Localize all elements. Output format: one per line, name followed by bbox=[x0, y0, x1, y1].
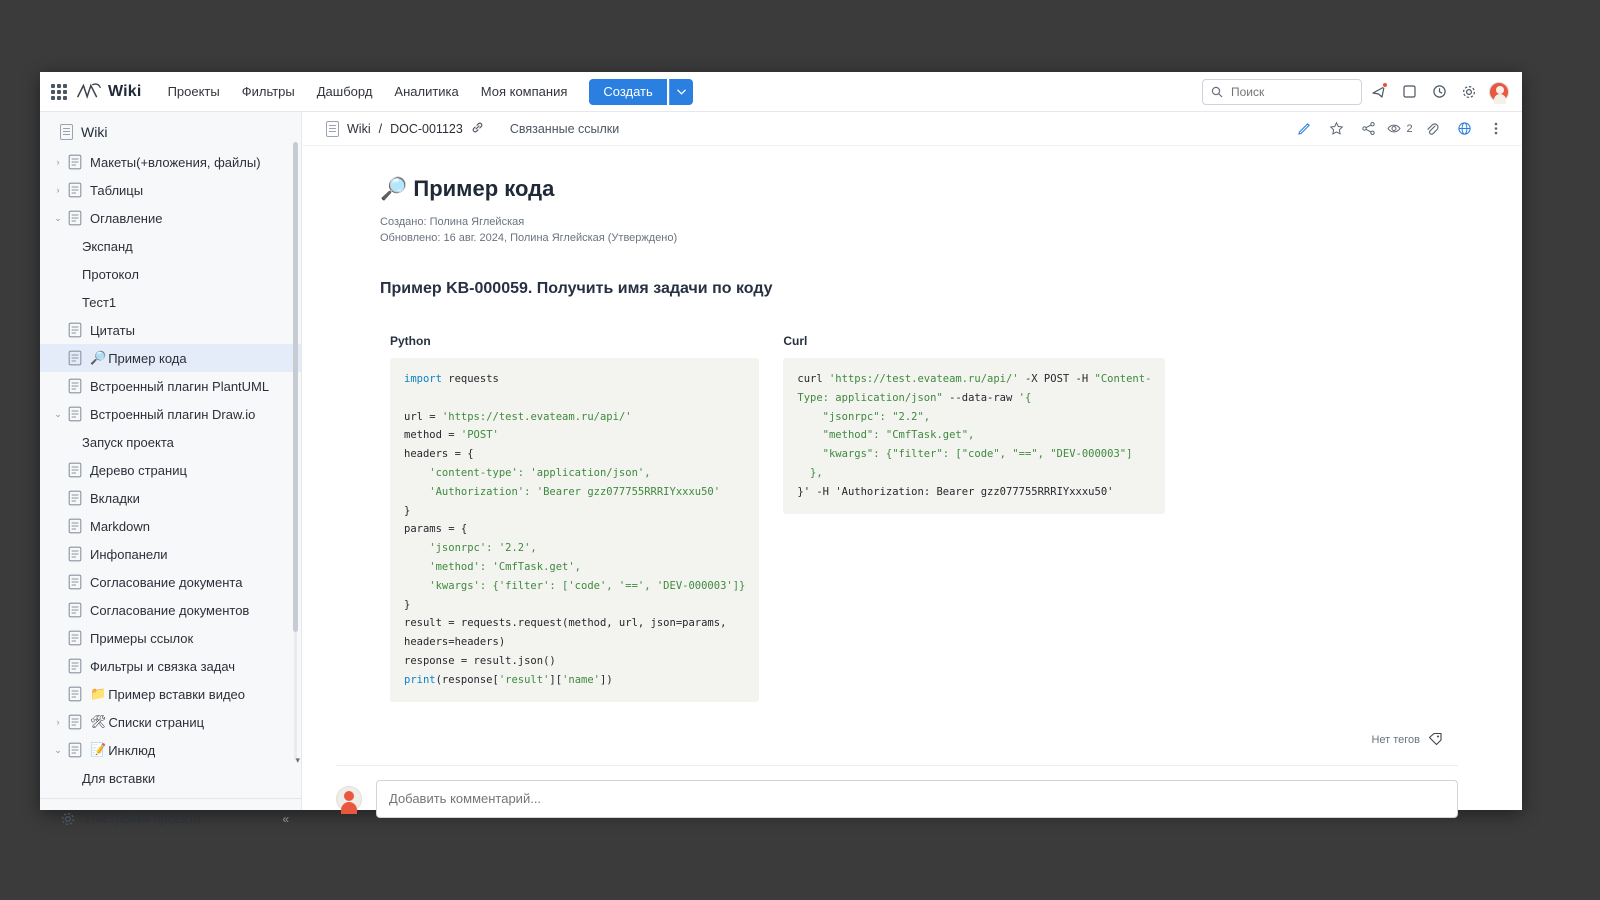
chevron-icon[interactable]: › bbox=[56, 185, 60, 195]
tag-add-icon[interactable] bbox=[1428, 732, 1444, 749]
sidebar-item[interactable] bbox=[40, 260, 301, 288]
sidebar-item-label: Инклюд bbox=[108, 742, 156, 758]
nav-item-my-company[interactable]: Моя компания bbox=[480, 84, 568, 99]
related-links-tab[interactable]: Связанные ссылки bbox=[509, 121, 620, 136]
code-line bbox=[797, 426, 1151, 445]
create-button[interactable]: Создать bbox=[589, 79, 666, 105]
code-token: 'https://test.evateam.ru/api/' bbox=[828, 373, 1019, 385]
code-line bbox=[797, 464, 1151, 483]
item-emoji-icon: 📝 bbox=[90, 742, 107, 757]
more-menu-icon[interactable] bbox=[1484, 117, 1508, 141]
watchers-icon[interactable] bbox=[1388, 117, 1412, 141]
chevron-icon[interactable]: › bbox=[56, 157, 60, 167]
code-line bbox=[404, 502, 745, 521]
search-input[interactable] bbox=[1229, 84, 1353, 100]
code-token: headers = { bbox=[404, 448, 474, 461]
comment-bar bbox=[336, 765, 1458, 818]
page-icon bbox=[66, 518, 84, 534]
sidebar-scrollbar-thumb[interactable] bbox=[293, 142, 298, 632]
avatar bbox=[1489, 82, 1509, 102]
code-line bbox=[404, 426, 745, 445]
sidebar-item[interactable] bbox=[40, 764, 301, 792]
sidebar-item-label: Фильтры и связка задач bbox=[90, 658, 236, 674]
page-icon bbox=[66, 658, 84, 674]
item-emoji-icon: 🛠 bbox=[90, 714, 107, 729]
sidebar-item-label: Оглавление bbox=[90, 210, 163, 226]
code-token: Type: application/json" bbox=[797, 391, 943, 404]
sidebar-item-label: Цитаты bbox=[90, 322, 135, 338]
sidebar-item[interactable] bbox=[40, 344, 301, 372]
sidebar-item[interactable] bbox=[40, 596, 301, 624]
sidebar-item[interactable] bbox=[40, 736, 301, 764]
breadcrumb-doc-code[interactable]: DOC-001123 bbox=[390, 121, 463, 136]
breadcrumb-root[interactable]: Wiki bbox=[347, 121, 371, 136]
favorite-icon[interactable] bbox=[1324, 117, 1348, 141]
code-token: }' bbox=[797, 485, 811, 498]
code-token: (response[ bbox=[435, 673, 499, 686]
code-token: response = result.json() bbox=[404, 654, 556, 667]
chevron-icon[interactable]: ⌄ bbox=[54, 744, 62, 755]
page-icon bbox=[66, 378, 84, 394]
sidebar-item[interactable] bbox=[40, 428, 301, 456]
sidebar-item-label: Дерево страниц bbox=[90, 462, 187, 478]
code-line bbox=[404, 520, 745, 539]
sidebar-item-label: Тест1 bbox=[82, 294, 117, 310]
sidebar-item-label: Макеты(+вложения, файлы) bbox=[90, 154, 261, 170]
page-icon bbox=[66, 686, 84, 702]
sidebar-item[interactable] bbox=[40, 204, 301, 232]
nav-item-projects[interactable]: Проекты bbox=[167, 84, 220, 99]
sidebar-item[interactable] bbox=[40, 652, 301, 680]
code-token: } bbox=[404, 598, 411, 611]
code-line bbox=[797, 445, 1151, 464]
sidebar-item[interactable] bbox=[40, 400, 301, 428]
sidebar-item[interactable] bbox=[40, 316, 301, 344]
sidebar-item[interactable] bbox=[40, 680, 301, 708]
code-token: 'Authorization': 'Bearer gzz077755RRRIYxxxu50' bbox=[404, 485, 721, 498]
document-content bbox=[302, 146, 1522, 818]
sidebar-item[interactable] bbox=[40, 372, 301, 400]
page-icon bbox=[66, 630, 84, 646]
document-inner bbox=[302, 176, 1402, 702]
sidebar-item-label: Пример кода bbox=[108, 350, 187, 366]
page-icon bbox=[66, 210, 84, 226]
sidebar-item-label: Для вставки bbox=[82, 770, 156, 786]
sidebar-item-label: Согласование документа bbox=[90, 574, 243, 590]
code-line bbox=[404, 671, 745, 690]
project-settings-label: Настройки проекта bbox=[86, 811, 201, 826]
section-heading: Пример KB-000059. Получить имя задачи по коду bbox=[380, 280, 773, 297]
code-line bbox=[404, 633, 745, 652]
page-icon bbox=[66, 406, 84, 422]
code-line bbox=[797, 483, 1151, 502]
sidebar-item-label: Таблицы bbox=[90, 182, 144, 198]
sidebar-item[interactable] bbox=[40, 456, 301, 484]
attachment-icon[interactable] bbox=[1420, 117, 1444, 141]
wiki-logo-icon bbox=[76, 81, 102, 103]
chevron-icon[interactable]: ⌄ bbox=[54, 408, 62, 419]
sidebar-item[interactable] bbox=[40, 624, 301, 652]
code-token: ]) bbox=[600, 673, 613, 686]
sidebar-item-label: Встроенный плагин PlantUML bbox=[90, 378, 270, 394]
code-token: -H 'Authorization: Bearer gzz077755RRRIYxxxu50' bbox=[810, 485, 1114, 498]
sidebar-item[interactable] bbox=[40, 288, 301, 316]
page-icon bbox=[66, 574, 84, 590]
sidebar-item-label: Markdown bbox=[90, 518, 150, 534]
tags-row bbox=[302, 702, 1522, 749]
code-token: "kwargs": {"filter": ["code", "==", "DEV-000003"] bbox=[797, 448, 1133, 461]
watchers-count: 2 bbox=[1406, 122, 1413, 135]
code-line bbox=[404, 408, 745, 427]
sidebar-item-label: Пример вставки видео bbox=[108, 686, 246, 702]
sidebar-title-row bbox=[40, 112, 301, 148]
code-token: } bbox=[404, 504, 411, 517]
code-block-python bbox=[390, 334, 759, 702]
code-line bbox=[797, 408, 1151, 427]
share-icon[interactable] bbox=[1356, 117, 1380, 141]
nav-item-filters[interactable]: Фильтры bbox=[241, 84, 295, 99]
sidebar-item[interactable] bbox=[40, 484, 301, 512]
sidebar-item-label: Встроенный плагин Draw.io bbox=[90, 406, 256, 422]
code-line bbox=[404, 464, 745, 483]
created-meta: Создано: Полина Яглейская bbox=[380, 216, 525, 228]
history-icon[interactable] bbox=[1426, 79, 1452, 105]
app-body bbox=[40, 112, 1522, 826]
code-token: result = requests.request(method, url, json=params, bbox=[404, 617, 727, 630]
code-token: requests bbox=[448, 373, 499, 385]
code-token: "Content- bbox=[1094, 373, 1152, 385]
code-token: --data-raw bbox=[942, 391, 1019, 404]
code-line bbox=[404, 577, 745, 596]
code-examples bbox=[380, 334, 1332, 702]
code-content-curl[interactable] bbox=[783, 358, 1165, 514]
code-token: 'result' bbox=[498, 673, 550, 686]
breadcrumb-doc-icon bbox=[326, 121, 339, 137]
code-line bbox=[404, 370, 745, 389]
page-title-text: Пример кода bbox=[413, 176, 555, 201]
code-token: print bbox=[404, 673, 436, 686]
page-icon bbox=[66, 154, 84, 170]
search-box[interactable] bbox=[1202, 79, 1362, 105]
project-settings-row[interactable] bbox=[40, 798, 301, 838]
search-icon bbox=[1211, 86, 1223, 98]
sidebar-item-label: Инфопанели bbox=[90, 546, 168, 562]
grid-apps-icon[interactable] bbox=[48, 81, 70, 103]
scroll-down-arrow-icon[interactable]: ▾ bbox=[295, 755, 300, 765]
sidebar-title: Wiki bbox=[81, 124, 108, 140]
code-token: 'method': 'CmfTask.get', bbox=[404, 560, 582, 573]
tags-label: Нет тегов bbox=[1371, 734, 1420, 747]
wiki-space-icon bbox=[60, 124, 73, 140]
code-token: "jsonrpc": "2.2", bbox=[797, 410, 931, 423]
code-token: 'kwargs': {'filter': ['code', '==', 'DEV-000003']} bbox=[404, 579, 746, 592]
sidebar-item[interactable] bbox=[40, 232, 301, 260]
page-icon bbox=[66, 490, 84, 506]
settings-icon[interactable] bbox=[1456, 79, 1482, 105]
code-content-python[interactable] bbox=[390, 358, 759, 702]
sidebar-item[interactable] bbox=[40, 708, 301, 736]
code-token: headers=headers) bbox=[404, 636, 506, 649]
code-line bbox=[404, 614, 745, 633]
code-token: ][ bbox=[549, 673, 563, 686]
sidebar bbox=[40, 112, 302, 826]
main-content bbox=[302, 112, 1522, 810]
breadcrumb bbox=[302, 112, 1522, 146]
sidebar-item-label: Списки страниц bbox=[108, 714, 205, 730]
app-window bbox=[40, 72, 1522, 826]
link-icon[interactable] bbox=[471, 121, 484, 137]
user-avatar[interactable] bbox=[1486, 79, 1512, 105]
code-line bbox=[404, 558, 745, 577]
sidebar-item[interactable] bbox=[40, 540, 301, 568]
code-lang-label-curl: Curl bbox=[783, 334, 808, 348]
updated-meta: Обновлено: 16 авг. 2024, Полина Яглейская (Утверждено) bbox=[380, 232, 678, 244]
page-icon bbox=[66, 350, 84, 366]
code-token: url = bbox=[404, 410, 442, 423]
code-token: curl bbox=[797, 373, 829, 385]
code-token: import bbox=[404, 373, 449, 385]
code-line bbox=[404, 652, 745, 671]
chevron-icon[interactable]: ⌄ bbox=[54, 212, 62, 223]
code-lang-label-python: Python bbox=[390, 334, 431, 348]
code-token: -X POST -H bbox=[1018, 373, 1095, 385]
code-token: "method": "CmfTask.get", bbox=[797, 429, 975, 442]
top-navigation-bar bbox=[40, 72, 1522, 112]
page-icon bbox=[66, 322, 84, 338]
nav-item-analytics[interactable]: Аналитика bbox=[394, 84, 459, 99]
code-token: 'jsonrpc': '2.2', bbox=[404, 542, 537, 555]
page-icon bbox=[66, 602, 84, 618]
notifications-icon[interactable] bbox=[1366, 79, 1392, 105]
comment-avatar bbox=[336, 786, 362, 812]
code-token: method = bbox=[404, 429, 461, 442]
code-line bbox=[404, 483, 745, 502]
sidebar-item[interactable] bbox=[40, 512, 301, 540]
item-emoji-icon: 📁 bbox=[90, 686, 107, 701]
gear-icon bbox=[60, 811, 76, 827]
notification-badge bbox=[1382, 82, 1388, 88]
sidebar-item-label: Согласование документов bbox=[90, 602, 250, 618]
code-line bbox=[404, 389, 745, 408]
code-token: '{ bbox=[1018, 391, 1032, 404]
tasks-icon[interactable] bbox=[1396, 79, 1422, 105]
code-token: 'content-type': 'application/json', bbox=[404, 466, 651, 479]
sidebar-item-label: Примеры ссылок bbox=[90, 630, 194, 646]
item-emoji-icon: 🔎 bbox=[90, 350, 107, 365]
sidebar-item-label: Протокол bbox=[82, 266, 139, 282]
sidebar-item-label: Запуск проекта bbox=[82, 434, 174, 450]
globe-icon[interactable] bbox=[1452, 117, 1476, 141]
code-line bbox=[404, 539, 745, 558]
code-token: 'name' bbox=[562, 673, 600, 686]
create-dropdown-caret-icon[interactable] bbox=[669, 79, 693, 105]
page-icon bbox=[66, 546, 84, 562]
chevron-icon[interactable]: › bbox=[56, 717, 60, 727]
page-icon bbox=[66, 182, 84, 198]
code-token: 'https://test.evateam.ru/api/' bbox=[441, 410, 632, 423]
sidebar-item[interactable] bbox=[40, 568, 301, 596]
sidebar-item[interactable] bbox=[40, 176, 301, 204]
code-token: }, bbox=[797, 466, 823, 479]
code-line bbox=[797, 370, 1151, 389]
magnifier-icon: 🔎 bbox=[380, 176, 408, 201]
code-token: 'POST' bbox=[460, 429, 499, 442]
code-block-curl bbox=[783, 334, 1165, 702]
code-line bbox=[797, 389, 1151, 408]
sidebar-item-label: Экспанд bbox=[82, 238, 133, 254]
code-line bbox=[404, 445, 745, 464]
edit-icon[interactable] bbox=[1292, 117, 1316, 141]
page-icon bbox=[66, 714, 84, 730]
page-icon bbox=[66, 462, 84, 478]
collapse-sidebar-button[interactable]: « bbox=[282, 811, 289, 826]
comment-input[interactable] bbox=[376, 780, 1458, 818]
code-line bbox=[404, 596, 745, 615]
sidebar-item[interactable] bbox=[40, 148, 301, 176]
breadcrumb-separator: / bbox=[378, 121, 383, 136]
page-icon bbox=[66, 742, 84, 758]
page-title bbox=[380, 176, 1332, 202]
brand-name: Wiki bbox=[108, 82, 142, 100]
page-tree bbox=[40, 148, 301, 798]
nav-item-dashboard[interactable]: Дашборд bbox=[316, 84, 373, 99]
code-token: params = { bbox=[404, 523, 468, 536]
sidebar-item-label: Вкладки bbox=[90, 490, 140, 506]
